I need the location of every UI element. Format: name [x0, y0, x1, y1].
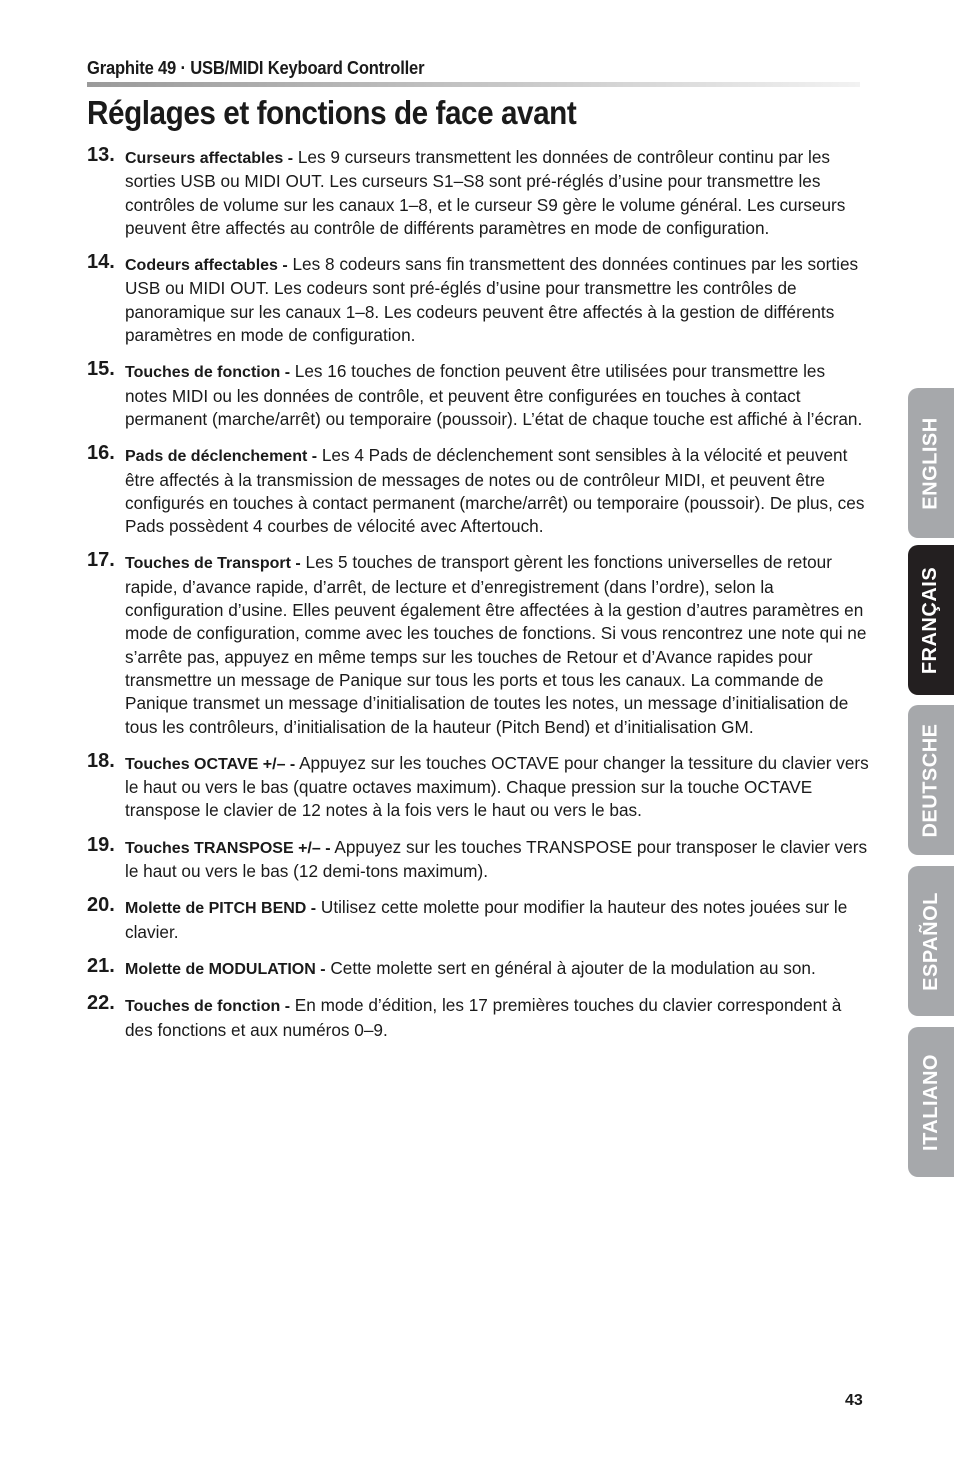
item-term: Touches de fonction -	[125, 364, 291, 382]
item-number: 21.	[87, 954, 115, 977]
item-number: 15.	[87, 358, 115, 381]
item-term: Touches TRANSPOSE +/– -	[125, 839, 331, 857]
list-item	[87, 551, 869, 738]
item-text: Les 9 curseurs transmettent les données de contrôleur continu par les sorties USB ou MIDI OUT. Les curseurs S1–S8 sont pré-réglés d’usine pour transmettre les contrôles de volume sur les canaux 1–8, et le curseur S9 gère le volume général. Les curseurs peuvent être affectés au contrôle de différents paramètres en mode de configuration.	[125, 147, 846, 238]
item-text: Cette molette sert en général à ajouter de la modulation au son.	[325, 957, 816, 978]
item-term: Molette de MODULATION -	[125, 960, 326, 978]
tab-english-label: ENGLISH	[919, 416, 942, 510]
item-text: Utilisez cette molette pour modifier la hauteur des notes jouées sur le clavier.	[125, 897, 848, 942]
header-rule	[87, 82, 860, 87]
header-title: Graphite 49 · USB/MIDI Keyboard Controller	[87, 58, 425, 78]
item-text: Les 4 Pads de déclenchement sont sensibles à la vélocité et peuvent être affectés à la transmission de messages de notes ou de contrôleur MIDI, et peuvent être configurés en touches à contact permanent (marche/arrêt) ou temporaire (poussoir). De plus, ces Pads possèdent 4 courbes de vélocité avec Aftertouch.	[125, 445, 865, 537]
tab-english[interactable]	[908, 388, 954, 538]
item-number: 22.	[87, 992, 115, 1015]
item-term: Codeurs affectables -	[125, 257, 288, 275]
item-term: Touches de Transport -	[125, 555, 301, 573]
list-item	[87, 360, 869, 431]
item-number: 17.	[87, 549, 115, 572]
page-heading: Réglages et fonctions de face avant	[87, 94, 577, 131]
item-term: Touches de fonction -	[125, 998, 291, 1016]
list-item	[87, 749, 869, 823]
list-item	[87, 994, 869, 1042]
list-item	[87, 896, 869, 944]
tab-deutsche[interactable]	[908, 705, 954, 855]
list-item	[87, 146, 869, 240]
tab-deutsche-label: DEUTSCHE	[919, 722, 942, 838]
tab-espanol[interactable]	[908, 866, 954, 1016]
list-item	[87, 253, 869, 347]
item-term: Molette de PITCH BEND -	[125, 900, 317, 918]
item-text: En mode d’édition, les 17 premières touches du clavier correspondent à des fonctions et aux numéros 0–9.	[125, 995, 842, 1040]
list-item	[87, 833, 869, 884]
item-text: Les 5 touches de transport gèrent les fonctions universelles de retour rapide, d’avance rapide, d’arrêt, de lecture et d’enregistrement (dans l’ordre), selon la configuration d’usine. Elles peuvent également être affectées à la gestion d’autres paramètres en mode de configuration, comme avec les touches de fonctions. Si vous rencontrez une note qui ne s’arrête pas, appuyez en même temps sur les touches de Retour et d’Avance rapides pour transmettre un message de Panique sur tous les ports et tous les canaux. La commande de Panique transmet un message d’initialisation de toutes les notes, un message d’initialisation de tous les contrôleurs, d’initialisation de la hauteur (Pitch Bend) et d’initialisation GM.	[125, 552, 867, 737]
feature-list	[87, 146, 869, 1055]
item-number: 20.	[87, 894, 115, 917]
tab-francais-label: FRANÇAIS	[919, 566, 942, 674]
tab-italiano[interactable]	[908, 1027, 954, 1177]
item-number: 16.	[87, 442, 115, 465]
list-item	[87, 954, 869, 981]
item-number: 19.	[87, 833, 115, 856]
item-text: Les 8 codeurs sans fin transmettent des données continues par les sorties USB ou MIDI OUT. Les codeurs sont pré-églés d’usine pour transmettre les contrôles de panoramique sur les canaux 1–8. Les codeurs peuvent être affectés à la gestion de différents paramètres en mode de configuration.	[125, 254, 859, 346]
tab-francais[interactable]	[908, 545, 954, 695]
item-text: Appuyez sur les touches TRANSPOSE pour transposer le clavier vers le haut ou vers le bas (12 demi-tons maximum).	[125, 836, 868, 882]
item-text: Appuyez sur les touches OCTAVE pour changer la tessiture du clavier vers le haut ou vers le bas (quatre octaves maximum). Chaque pression sur la touche OCTAVE transpose le clavier de 12 notes à la fois vers le haut ou vers le bas.	[125, 752, 869, 821]
item-term: Pads de déclenchement -	[125, 448, 318, 466]
item-number: 13.	[87, 144, 115, 166]
item-term: Touches OCTAVE +/– -	[125, 755, 296, 773]
item-text: Les 16 touches de fonction peuvent être utilisées pour transmettre les notes MIDI ou les données de contrôle, et peuvent être configurées en touches à contact permanent (marche/arrêt) ou temporaire (poussoir). L’état de chaque touche est affiché à l’écran.	[125, 361, 863, 429]
tab-espanol-label: ESPAÑOL	[919, 891, 942, 991]
tab-italiano-label: ITALIANO	[919, 1053, 942, 1151]
item-term: Curseurs affectables -	[125, 150, 294, 167]
item-number: 18.	[87, 749, 115, 772]
page-number: 43	[845, 1392, 863, 1409]
list-item	[87, 444, 869, 538]
item-number: 14.	[87, 251, 115, 274]
